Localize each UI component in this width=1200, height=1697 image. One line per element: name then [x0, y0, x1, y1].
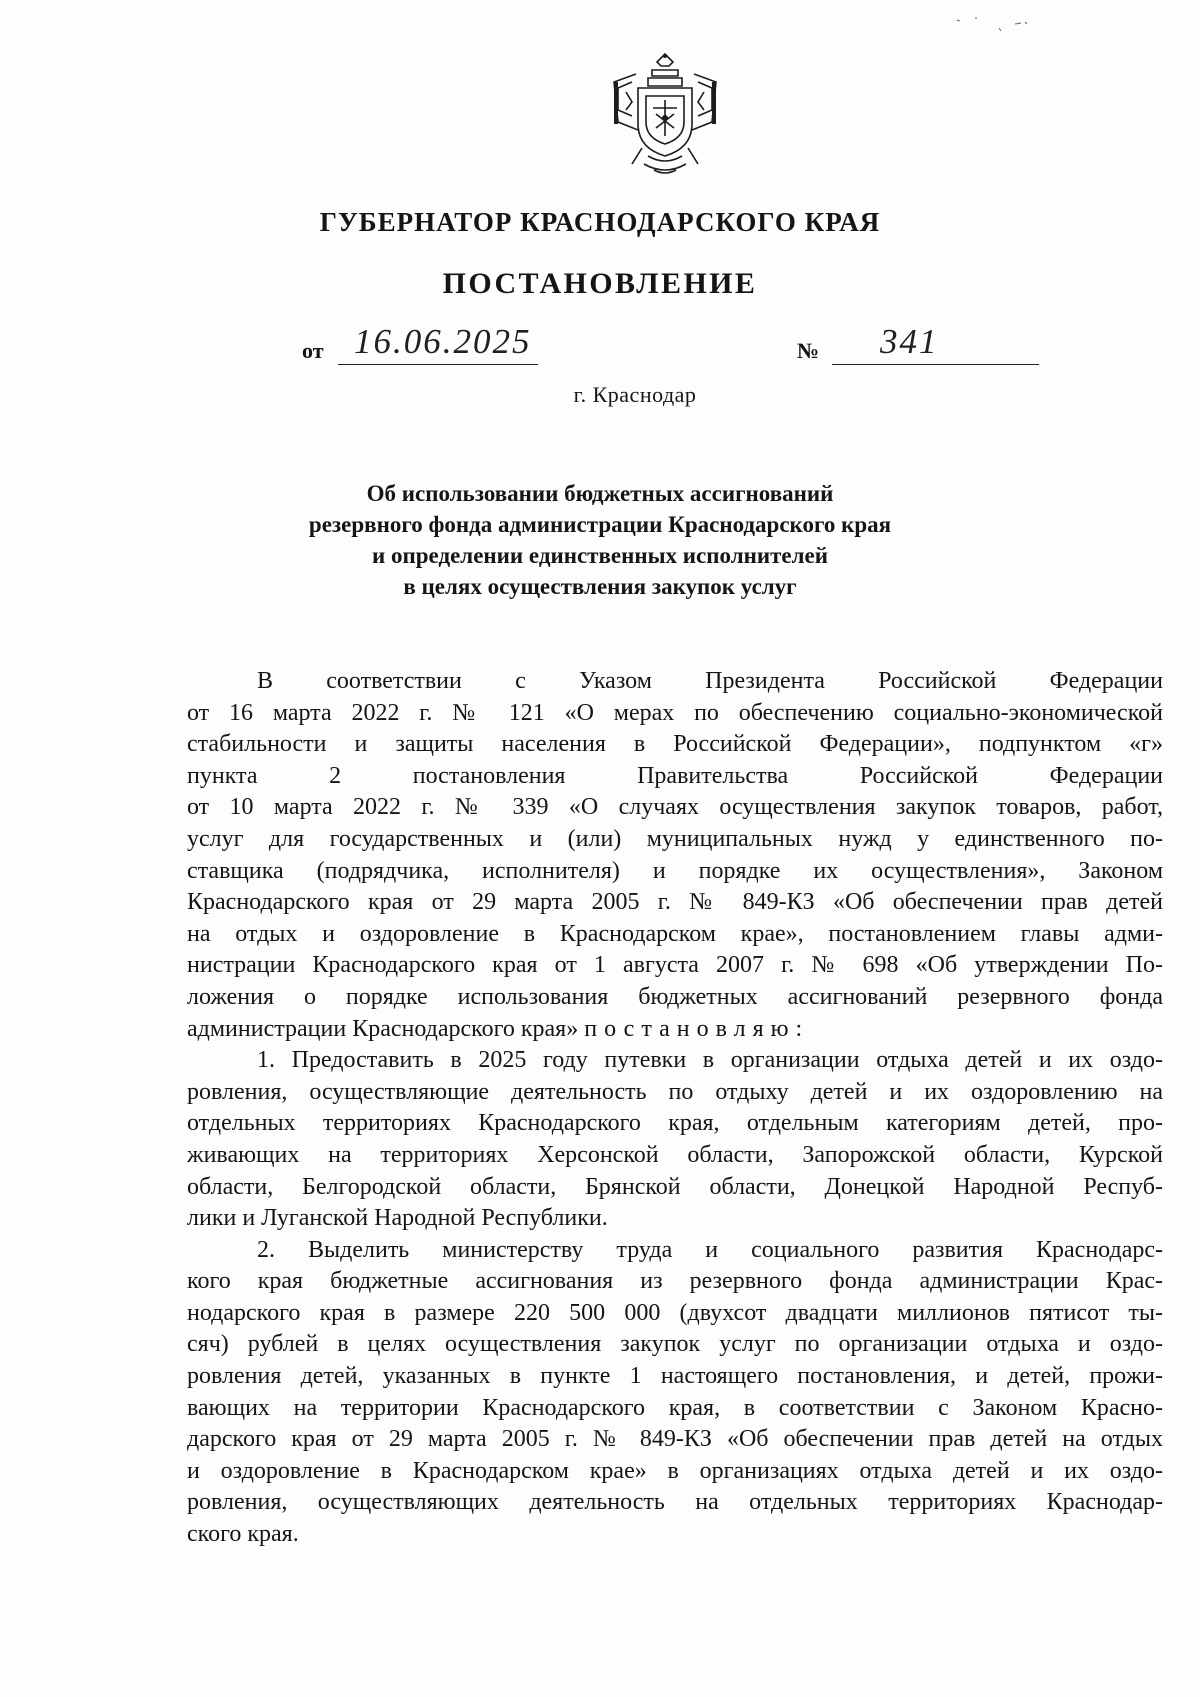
item-2-line: ровления детей, указанных в пункте 1 настоящего постановления, и детей, прожи- [187, 1363, 1163, 1390]
preamble-line: пункта 2 постановления Правительства Российской Федерации [187, 762, 1163, 789]
item-2-line: нодарского края в размере 220 500 000 (двухсот двадцати миллионов пятисот ты- [187, 1299, 1163, 1326]
handwritten-document-number: 341 [880, 322, 939, 361]
item-2-line: дарского края от 29 марта 2005 г. № 849-КЗ «Об обеспечении прав детей на отдых [187, 1426, 1163, 1453]
item-2-last-line: ского края. [187, 1521, 299, 1548]
item-1-line: живающих на территориях Херсонской области, Запорожской области, Курской [187, 1141, 1163, 1168]
preamble-line: на отдых и оздоровление в Краснодарском крае», постановлением главы адми- [187, 920, 1163, 947]
item-2-line: 2. Выделить министерству труда и социального развития Краснодарс- [257, 1236, 1163, 1263]
preamble-line: от 10 марта 2022 г. № 339 «О случаях осуществления закупок товаров, работ, [187, 794, 1163, 821]
preamble-text: администрации Краснодарского края» [187, 1015, 579, 1042]
preamble-line: стабильности и защиты населения в Российской Федерации», подпунктом «г» [187, 731, 1163, 758]
item-1-line: отдельных территориях Краснодарского края, отдельным категориям детей, про- [187, 1110, 1163, 1137]
item-2-line: и оздоровление в Краснодарском крае» в организациях отдыха детей и их оздо- [187, 1457, 1163, 1484]
krasnodar-coat-of-arms-icon [608, 52, 722, 178]
item-2-line: ровления, осуществляющих деятельность на отдельных территориях Краснодар- [187, 1489, 1163, 1516]
document-body [187, 666, 1163, 1551]
handwritten-date: 16.06.2025 [354, 322, 532, 361]
title-line: резервного фонда администрации Краснодарского края [308, 512, 892, 537]
place-of-issue: г. Краснодар [573, 382, 697, 407]
preamble-line: ставщика (подрядчика, исполнителя) и порядке их осуществления», Законом [187, 857, 1163, 884]
preamble-line: нистрации Краснодарского края от 1 августа 2007 г. № 698 «Об утверждении По- [187, 952, 1163, 979]
item-2-line: вающих на территории Краснодарского края, в соответствии с Законом Красно- [187, 1394, 1163, 1421]
scan-marks [955, 14, 1035, 44]
item-2-line: кого края бюджетные ассигнования из резервного фонда администрации Крас- [187, 1268, 1163, 1295]
issuing-authority: ГУБЕРНАТОР КРАСНОДАРСКОГО КРАЯ [319, 207, 881, 237]
title-line: Об использовании бюджетных ассигнований [366, 481, 834, 506]
item-1-line: области, Белгородской области, Брянской области, Донецкой Народной Респуб- [187, 1173, 1163, 1200]
date-label: от [302, 338, 324, 363]
preamble-line: Краснодарского края от 29 марта 2005 г. № 849-КЗ «Об обеспечении прав детей [187, 889, 1163, 916]
preamble-line: услуг для государственных и (или) муниципальных нужд у единственного по- [187, 825, 1163, 852]
number-label: № [797, 338, 820, 363]
number-underline [832, 364, 1039, 365]
date-underline [338, 364, 538, 365]
item-1-line: ровления, осуществляющие деятельность по отдыху детей и их оздоровлению на [187, 1078, 1163, 1105]
item-2-line: сяч) рублей в целях осуществления закупок услуг по организации отдыха и оздо- [187, 1331, 1163, 1358]
title-line: в целях осуществления закупок услуг [403, 574, 797, 599]
document-title [180, 478, 1020, 602]
item-1-last-line: лики и Луганской Народной Республики. [187, 1205, 608, 1232]
preamble-line: ложения о порядке использования бюджетных ассигнований резервного фонда [187, 983, 1163, 1010]
preamble-last-line [187, 1014, 1163, 1046]
title-line: и определении единственных исполнителей [372, 543, 828, 568]
decree-word: постановляю: [584, 1015, 810, 1042]
preamble-line: В соответствии с Указом Президента Российской Федерации [257, 668, 1163, 694]
document-type-heading: ПОСТАНОВЛЕНИЕ [442, 267, 758, 300]
preamble-line: от 16 марта 2022 г. № 121 «О мерах по обеспечению социально-экономической [187, 699, 1163, 726]
item-1-line: 1. Предоставить в 2025 году путевки в организации отдыха детей и их оздо- [257, 1047, 1163, 1074]
